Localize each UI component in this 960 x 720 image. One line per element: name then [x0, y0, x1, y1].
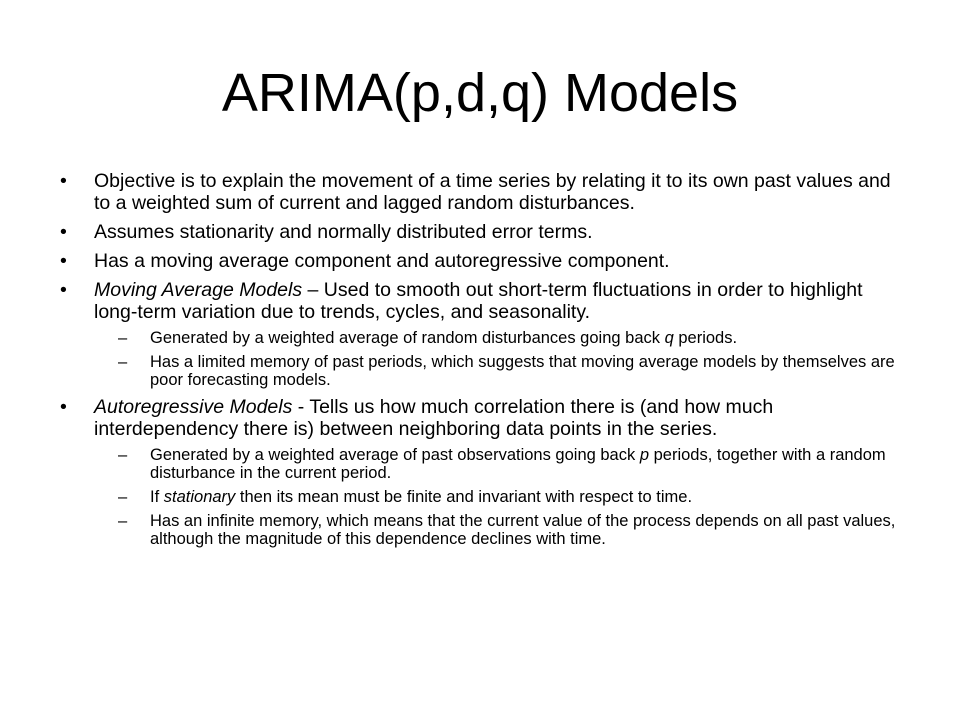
bullet-marker: • [60, 396, 67, 418]
sub-term: stationary [163, 488, 236, 506]
sub-bullet-list [94, 446, 908, 548]
bullet-marker: • [60, 221, 67, 243]
sub-bullet [110, 512, 908, 548]
sub-bullet-list [94, 329, 908, 389]
bullet-list [58, 170, 908, 555]
sub-term: q [664, 329, 674, 347]
sub-text: Has an infinite memory, which means that the current value of the process depends on all past values, although the magnitude of this dependence declines with time. [150, 512, 896, 548]
sub-text: Has a limited memory of past periods, which suggests that moving average models by themselves are poor forecasting models. [150, 353, 895, 389]
bullet-assumptions [58, 221, 908, 243]
sub-text: Generated by a weighted average of past observations going back [150, 446, 640, 464]
sub-marker: – [118, 353, 128, 371]
bullet-autoregressive [58, 396, 908, 548]
sub-term: p [639, 446, 650, 464]
slide-title: ARIMA(p,d,q) Models [221, 63, 739, 123]
bullet-text: Has a moving average component and autoregressive component. [94, 250, 670, 272]
sub-text: If [150, 488, 164, 506]
sub-bullet [110, 446, 908, 482]
bullet-term: Autoregressive Models [94, 396, 293, 418]
bullet-text: - Tells us how much correlation there is (and how much interdependency there is) between neighboring data points in the series. [94, 396, 774, 440]
bullet-moving-average [58, 279, 908, 389]
bullet-text: Objective is to explain the movement of a time series by relating it to its own past values and to a weighted sum of current and lagged random disturbances. [94, 170, 891, 214]
bullet-components [58, 250, 908, 272]
bullet-marker: • [60, 279, 67, 301]
sub-marker: – [118, 512, 128, 530]
bullet-marker: • [60, 250, 67, 272]
sub-text: periods, together with a random disturbance in the current period. [150, 446, 886, 482]
bullet-marker: • [60, 170, 67, 192]
sub-bullet [110, 353, 908, 389]
sub-marker: – [118, 488, 128, 506]
sub-marker: – [118, 329, 128, 347]
sub-bullet [110, 488, 908, 506]
sub-text: Generated by a weighted average of random disturbances going back [150, 329, 665, 347]
bullet-text: Assumes stationarity and normally distributed error terms. [94, 221, 593, 243]
sub-text: then its mean must be finite and invariant with respect to time. [235, 488, 693, 506]
bullet-text: – Used to smooth out short-term fluctuations in order to highlight long-term variation due to trends, cycles, and seasonality. [94, 279, 863, 323]
sub-bullet [110, 329, 908, 347]
bullet-objective [58, 170, 908, 214]
bullet-term: Moving Average Models [94, 279, 303, 301]
sub-marker: – [118, 446, 128, 464]
sub-text: periods. [673, 329, 738, 347]
